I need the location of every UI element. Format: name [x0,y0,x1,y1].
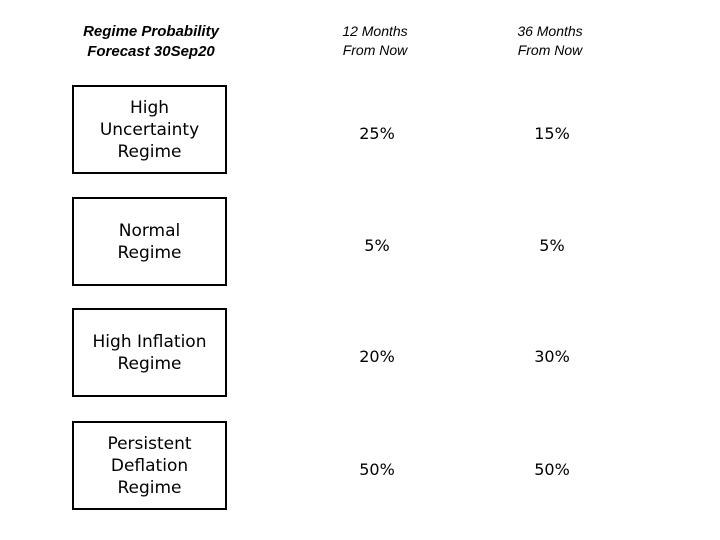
forecast-title-line-1: Regime Probability [83,23,219,40]
column-header-36-line-2: From Now [517,42,583,58]
regime-box-high-uncertainty [72,85,227,174]
regime-label-line: Regime [117,353,182,374]
regime-label-line: High [129,97,170,118]
probability-36m-normal: 5% [539,236,565,255]
column-header-36-line-1: 36 Months [517,23,583,39]
column-header-12-line-1: 12 Months [342,23,408,39]
probability-12m-high-inflation: 20% [359,347,395,366]
column-header-12-months [320,22,430,60]
column-header-36-months [495,22,605,60]
forecast-title-line-2: Forecast 30Sep20 [87,43,215,60]
probability-12m-normal: 5% [364,236,390,255]
probability-36m-high-inflation: 30% [534,347,570,366]
probability-36m-high-uncertainty: 15% [534,124,570,143]
regime-box-high-inflation [72,308,227,397]
forecast-title [62,22,240,62]
regime-box-persistent-deflation [72,421,227,510]
regime-label-line: High Inflation [92,331,207,352]
regime-label-line: Persistent [107,433,192,454]
regime-label-line: Regime [117,242,182,263]
probability-36m-persistent-deflation: 50% [534,460,570,479]
regime-label-line: Regime [117,477,182,498]
probability-12m-persistent-deflation: 50% [359,460,395,479]
column-header-12-line-2: From Now [342,42,408,58]
regime-label-line: Regime [117,141,182,162]
regime-box-normal [72,197,227,286]
regime-label-line: Normal [118,220,181,241]
regime-label-line: Deflation [110,455,189,476]
probability-12m-high-uncertainty: 25% [359,124,395,143]
regime-label-line: Uncertainty [99,119,200,140]
